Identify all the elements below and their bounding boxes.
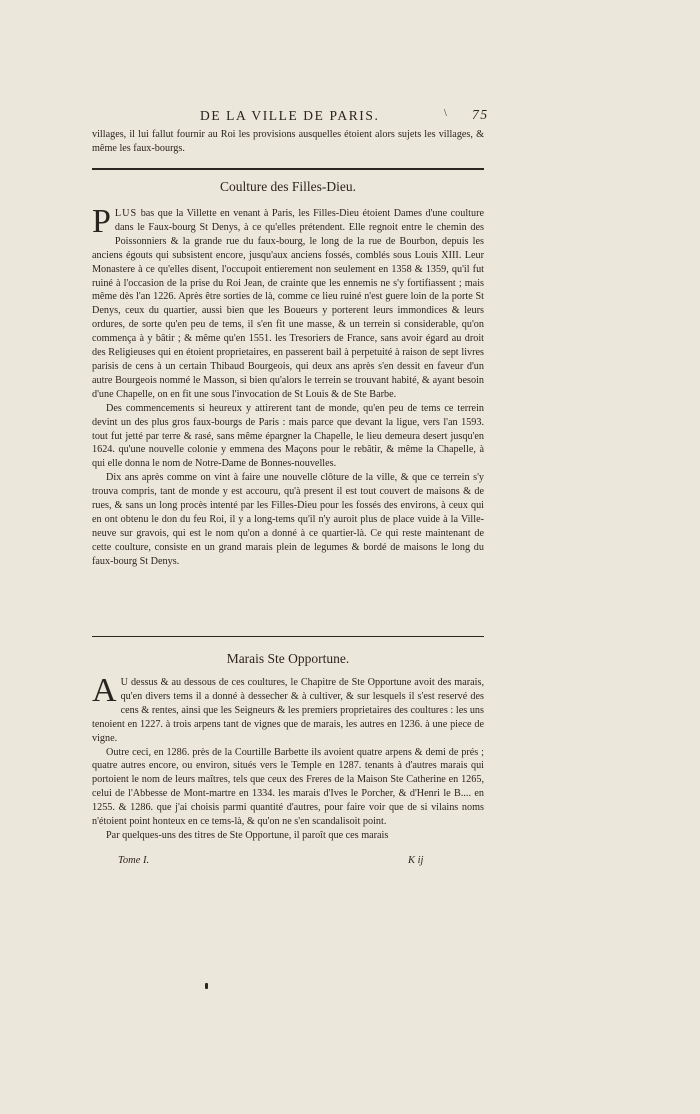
section-rule <box>92 636 484 637</box>
drop-cap: P <box>92 203 111 240</box>
volume-label: Tome I. <box>118 855 150 866</box>
running-head <box>200 108 490 124</box>
section-body-marais <box>92 672 484 843</box>
paragraph-text: U dessus & au dessous de ces coultures, le Chapitre de Ste Opportune avoit des marais, qu'en divers tems il a donné à dessecher & à cultiver, & sur lesquels il s'est reservé des cens & rentes, ainsi que les Seigneurs & les premiers proprietaires des coultures : les uns tenoient en 1227. à trois arpens tant de vignes que de marais, les autres en 1236. à une piece de vigne. <box>92 677 484 744</box>
page-footer <box>118 855 428 866</box>
paragraph: Outre ceci, en 1286. près de la Courtille Barbette ils avoient quatre arpens & demi de prés ; quatre autres encore, ou environ, situés vers le Temple en 1287. tenants à d'autres marais qui portoient le nom de leurs maîtres, tels que ceux des Freres de la Maison Ste Catherine en 1265, celui de l'Abbesse de Mont-martre en 1334. les marais d'Ives le Porcher, & d'Henri le B.... en 1255. & 1286. que j'ai choisis parmi quantité d'autres, pour faire voir que de si vilains noms n'étoient point honteux en ce tems-là, & qu'on ne s'en scandalisoit point. <box>92 746 484 828</box>
lead-caps: LUS <box>114 208 138 219</box>
section-heading-filles-dieu: Coulture des Filles-Dieu. <box>219 179 357 194</box>
running-head-title: DE LA VILLE DE PARIS. <box>200 108 380 123</box>
paragraph: Dix ans après comme on vint à faire une nouvelle clôture de la ville, & que ce terrein s'y trouva compris, tant de monde y est accouru, qu'à present il est tout couvert de maisons & de rues, & sans un long procès intenté par les Filles-Dieu pour les fossés des environs, à ceux qui en ont obtenu le don du feu Roi, il y a long-tems qu'il n'y auroit plus de place vuide à la Ville-neuve sur gravois, qui est le nom qu'on a donné à ce quartier-là. Ce qui reste maintenant de cette coulture, consiste en un grand marais plein de legumes & bordé de maisons le long du faux-bourg St Denys. <box>92 472 484 567</box>
paragraph <box>92 203 485 402</box>
paragraph: Des commencements si heureux y attirerent tant de monde, qu'en peu de tems ce terrein devint un des plus gros faux-bourgs de Paris : mais parce que devant la ligue, vers l'an 1593. tout fut jetté par terre & rasé, sans même épargner la Chapelle, le lieu demeura desert jusqu'en 1624. qu'une nouvelle colonie y emmena des Maçons pour le rebâtir, & même la Chapelle, à qui elle donna le nom de Notre-Dame de Bonnes-nouvelles. <box>92 402 484 470</box>
section-heading-marais: Marais Ste Opportune. <box>226 651 350 666</box>
signature-mark: K ij <box>408 855 424 866</box>
paragraph <box>92 672 484 746</box>
drop-cap: A <box>92 672 117 709</box>
paragraph: Par quelques-uns des titres de Ste Opportune, il paroît que ces marais <box>106 829 389 841</box>
section-body-filles-dieu <box>92 203 485 569</box>
section-rule <box>92 168 484 170</box>
running-head-mark: \ <box>444 108 449 119</box>
paragraph-text: bas que la Villette en venant à Paris, les Filles-Dieu étoient Dames d'une coulture dans le Faux-bourg St Denys, à ce qu'elles prétendent. Elle regnoit entre le chemin des Poissonniers & la grande rue du faux-bourg, le long de la rue de Bourbon, depuis les anciens égouts qui subsistent encore, jusqu'aux anciens fossés, comblés sous Louis XIII. Leur Monastere à ce qu'elles disent, l'occupoit entierement non seulement en 1358 & 1359, qu'il fut ruiné à l'occasion de la prise du Roi Jean, de crainte que les ennemis ne s'y fortifiassent ; mais même dès l'an 1226. Après être sorties de là, comme ce lieu ruiné n'est guere loin de la porte St Denys, ceux du quartier, aussi bien que les Boueurs y porterent leurs immondices & leurs ordures, de sorte qu'en peu de tems, il s'en fit une masse, & un terrein si considerable, qu'on commença à y bâtir ; & même qu'en 1551. les Tresoriers de France, sans avoir égard au droit des Religieuses qui en étoient proprietaires, en passerent bail à perpetuité à raison de sept livres parisis de cens à un certain Thibaud Bourgeois, qui deux ans après s'en dessit en faveur d'un autre Bourgeois nommé le Masson, si bien qu'alors le terrein se trouvant habité, & ayant besoin d'une Chapelle, on en fit une sous l'invocation de St Louis & de Ste Barbe. <box>92 208 485 400</box>
ink-speck <box>205 983 208 989</box>
page-number: 75 <box>472 107 489 122</box>
opening-text-block <box>92 128 484 156</box>
opening-paragraph: villages, il lui fallut fournir au Roi les provisions ausquelles étoient alors sujets les villages, & même les faux-bourgs. <box>92 129 484 154</box>
